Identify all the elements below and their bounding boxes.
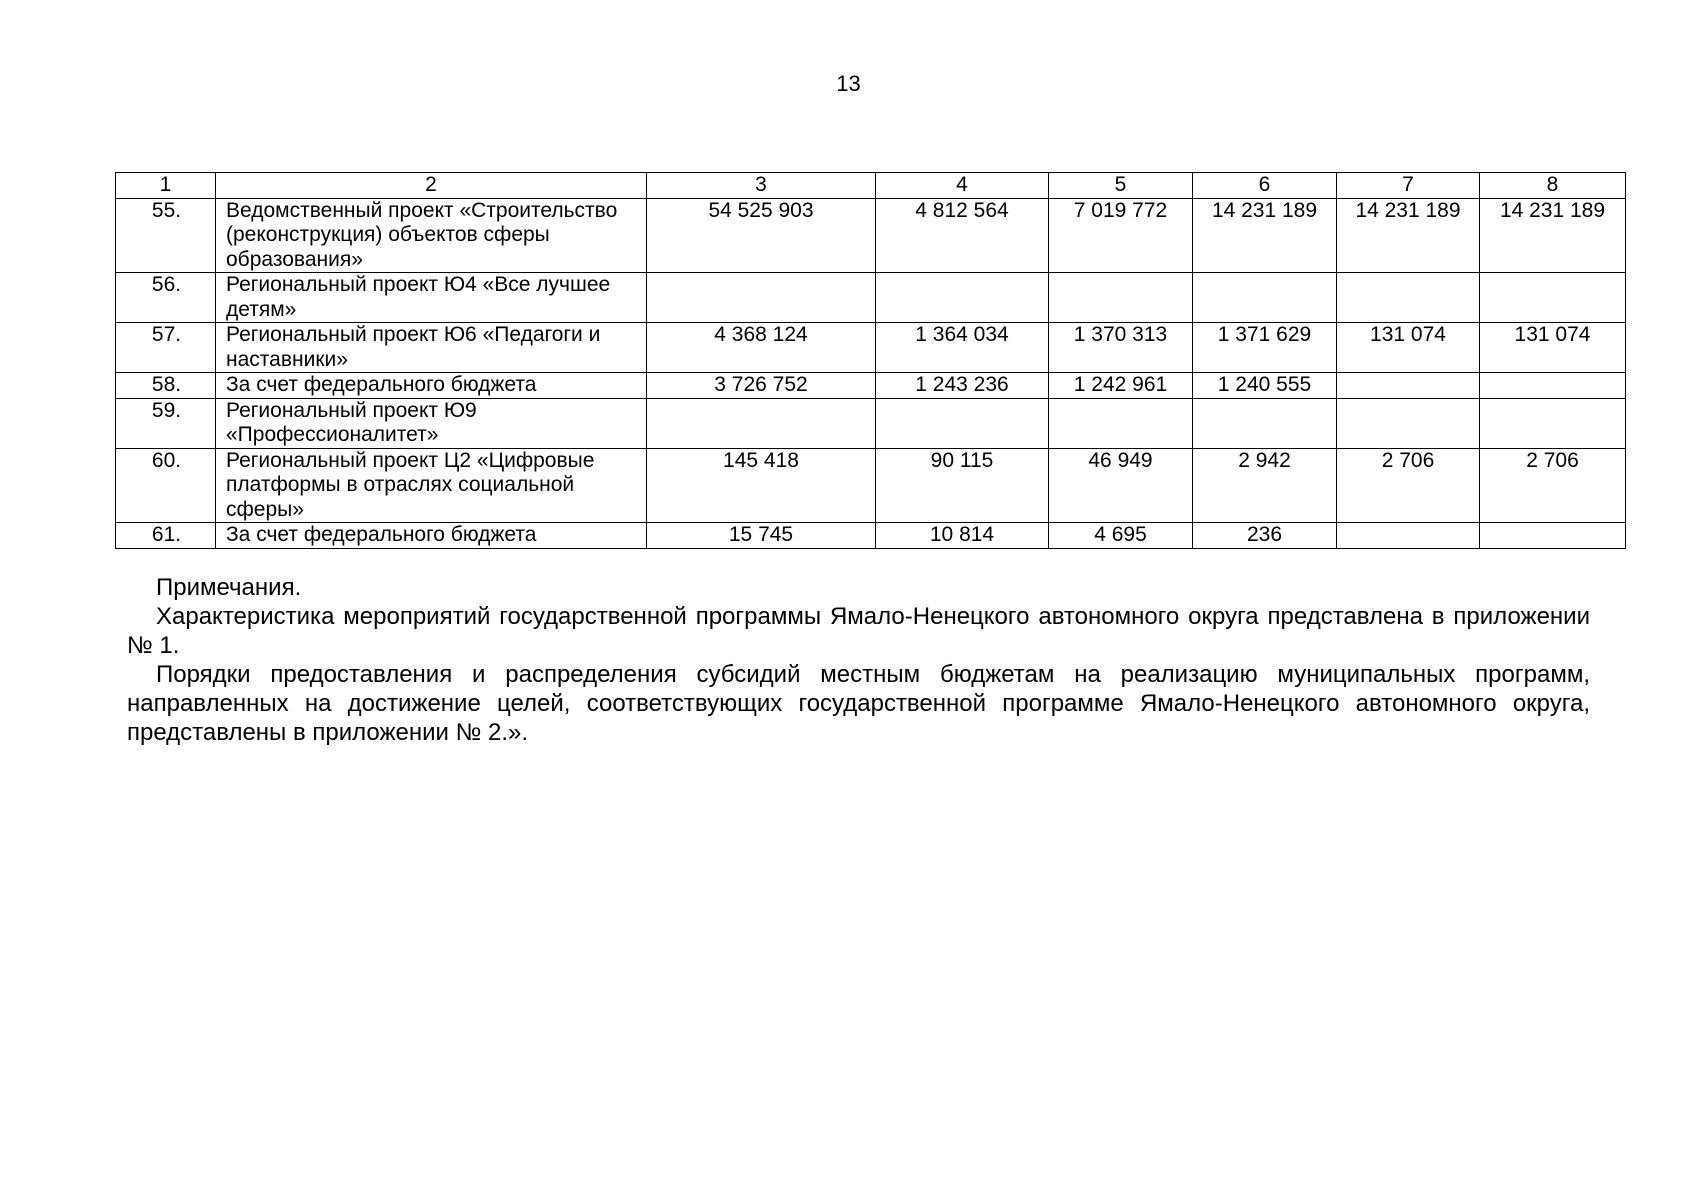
header-cell: 7: [1337, 173, 1480, 199]
table-row: [116, 273, 1626, 323]
value-cell: 14 231 189: [1193, 198, 1337, 273]
header-cell: 8: [1480, 173, 1626, 199]
value-cell: 1 243 236: [876, 373, 1049, 399]
value-cell: 131 074: [1480, 323, 1626, 373]
row-name-cell: Ведомственный проект «Строительство (реконструкция) объектов сферы образования»: [216, 198, 647, 273]
header-cell: 2: [216, 173, 647, 199]
value-cell: 3 726 752: [647, 373, 876, 399]
table-row: [116, 523, 1626, 549]
value-cell: [1480, 523, 1626, 549]
row-name-cell: За счет федерального бюджета: [216, 523, 647, 549]
value-cell: 7 019 772: [1049, 198, 1193, 273]
table-row: [116, 448, 1626, 523]
value-cell: [876, 398, 1049, 448]
row-number-cell: 56.: [116, 273, 216, 323]
row-name-cell: Региональный проект Ц2 «Цифровые платформы в отраслях социальной сферы»: [216, 448, 647, 523]
table-row: [116, 323, 1626, 373]
value-cell: 145 418: [647, 448, 876, 523]
value-cell: 1 240 555: [1193, 373, 1337, 399]
value-cell: [1480, 373, 1626, 399]
value-cell: [1337, 373, 1480, 399]
page-number: 13: [836, 71, 861, 96]
notes-title: Примечания.: [156, 574, 302, 601]
header-cell: 4: [876, 173, 1049, 199]
notes-paragraph: Порядки предоставления и распределения субсидий местным бюджетам на реализацию муниципальных программ, направленных на достижение целей, соответствующих государственной программе Ямало-Ненецкого автономного округа, представлены в приложении № 2.».: [127, 661, 1590, 746]
value-cell: 2 706: [1337, 448, 1480, 523]
row-number-cell: 61.: [116, 523, 216, 549]
row-name-cell: Региональный проект Ю6 «Педагоги и наставники»: [216, 323, 647, 373]
value-cell: 46 949: [1049, 448, 1193, 523]
value-cell: 4 368 124: [647, 323, 876, 373]
value-cell: 10 814: [876, 523, 1049, 549]
value-cell: 2 706: [1480, 448, 1626, 523]
header-cell: 6: [1193, 173, 1337, 199]
value-cell: 4 812 564: [876, 198, 1049, 273]
value-cell: 2 942: [1193, 448, 1337, 523]
value-cell: 4 695: [1049, 523, 1193, 549]
value-cell: 236: [1193, 523, 1337, 549]
row-number-cell: 59.: [116, 398, 216, 448]
value-cell: [647, 273, 876, 323]
table-body: [116, 173, 1626, 549]
value-cell: [1337, 273, 1480, 323]
value-cell: [1049, 273, 1193, 323]
value-cell: 1 370 313: [1049, 323, 1193, 373]
row-name-cell: Региональный проект Ю4 «Все лучшее детям»: [216, 273, 647, 323]
header-cell: 5: [1049, 173, 1193, 199]
value-cell: [876, 273, 1049, 323]
row-number-cell: 58.: [116, 373, 216, 399]
value-cell: [1337, 523, 1480, 549]
row-number-cell: 55.: [116, 198, 216, 273]
value-cell: [1480, 273, 1626, 323]
table-header-row: [116, 173, 1626, 199]
value-cell: [1193, 273, 1337, 323]
value-cell: [1337, 398, 1480, 448]
value-cell: [1480, 398, 1626, 448]
value-cell: 14 231 189: [1337, 198, 1480, 273]
value-cell: 14 231 189: [1480, 198, 1626, 273]
value-cell: [1049, 398, 1193, 448]
notes-paragraph: Характеристика мероприятий государственной программы Ямало-Ненецкого автономного округа представлена в приложении № 1.: [127, 603, 1590, 659]
value-cell: [1193, 398, 1337, 448]
row-number-cell: 57.: [116, 323, 216, 373]
header-cell: 3: [647, 173, 876, 199]
header-cell: 1: [116, 173, 216, 199]
notes-section: [127, 573, 1590, 747]
value-cell: 54 525 903: [647, 198, 876, 273]
value-cell: 1 371 629: [1193, 323, 1337, 373]
value-cell: 1 242 961: [1049, 373, 1193, 399]
row-name-cell: Региональный проект Ю9 «Профессионалитет»: [216, 398, 647, 448]
row-name-cell: За счет федерального бюджета: [216, 373, 647, 399]
value-cell: 131 074: [1337, 323, 1480, 373]
table-row: [116, 398, 1626, 448]
table-row: [116, 373, 1626, 399]
row-number-cell: 60.: [116, 448, 216, 523]
value-cell: 90 115: [876, 448, 1049, 523]
value-cell: 1 364 034: [876, 323, 1049, 373]
value-cell: 15 745: [647, 523, 876, 549]
table-row: [116, 198, 1626, 273]
value-cell: [647, 398, 876, 448]
budget-table: [115, 172, 1626, 549]
